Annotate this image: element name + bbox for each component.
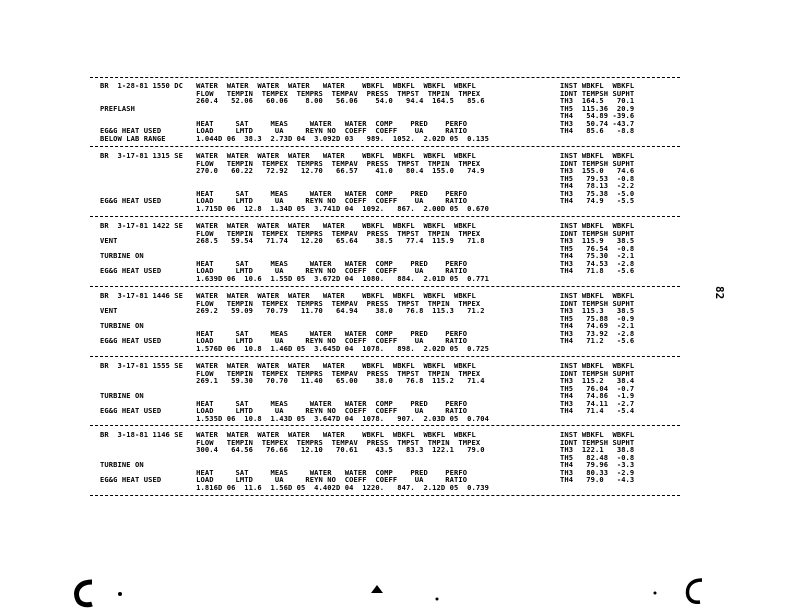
- record-line: TURBINE ON: [100, 321, 144, 330]
- side-line: INST WBKFL WBKFL: [560, 430, 635, 439]
- record-line: FLOW TEMPIN TEMPEX TEMPRS TEMPAV PRESS TMPST TMPIN TMPEX: [100, 298, 481, 308]
- side-line: TH5 79.53 -0.8: [560, 173, 635, 183]
- separator-line: [90, 216, 680, 217]
- record-line: FLOW TEMPIN TEMPEX TEMPRS TEMPAV PRESS TMPST TMPIN TMPEX: [100, 437, 481, 447]
- side-line: INST WBKFL WBKFL: [560, 221, 635, 230]
- side-line: IDNT TEMPSH SUPHT: [560, 88, 635, 98]
- record-line: HEAT SAT MEAS WATER WATER COMP PRED PERFO: [100, 118, 468, 128]
- side-line: TH4 71.4 -5.4: [560, 406, 635, 415]
- record-line: VENT 269.2 59.09 70.79 11.70 64.94 38.0 76.8 115.3 71.2: [100, 306, 485, 315]
- binder-hole-mark-left: [70, 578, 100, 608]
- side-line: TH4 75.30 -2.1: [560, 251, 635, 260]
- speck-mark: [116, 590, 124, 598]
- side-line: TH4 74.9 -5.5: [560, 196, 635, 205]
- side-line: TH4 79.0 -4.3: [560, 475, 635, 484]
- side-line: TH3 80.33 -2.9: [560, 467, 635, 477]
- side-line: TH5 76.54 -0.8: [560, 243, 635, 253]
- record-line: BR 3-17-81 1422 SE WATER WATER WATER WATER WATER WBKFL WBKFL WBKFL WBKFL: [100, 221, 476, 230]
- record-line: BR 1-28-81 1550 DC WATER WATER WATER WATER WATER WBKFL WBKFL WBKFL WBKFL: [100, 81, 476, 90]
- side-line: TH4 71.8 -5.6: [560, 266, 635, 275]
- record-line: VENT 268.5 59.54 71.74 12.20 65.64 38.5 77.4 115.9 71.8: [100, 236, 485, 245]
- side-line: IDNT TEMPSH SUPHT: [560, 228, 635, 238]
- record-line: HEAT SAT MEAS WATER WATER COMP PRED PERFO: [100, 258, 468, 268]
- record-line: EG&G HEAT USED LOAD LMTD UA REYN NO COEFF COEFF UA RATIO: [100, 406, 468, 415]
- record-line: BR 3-18-81 1146 SE WATER WATER WATER WATER WATER WBKFL WBKFL WBKFL WBKFL: [100, 430, 476, 439]
- side-line: TH4 79.96 -3.3: [560, 460, 635, 469]
- side-line: INST WBKFL WBKFL: [560, 361, 635, 370]
- side-line: TH3 115.3 38.5: [560, 306, 635, 315]
- separator-line: [90, 77, 680, 78]
- side-line: TH3 73.92 -2.8: [560, 328, 635, 338]
- side-line: TH4 74.69 -2.1: [560, 321, 635, 330]
- record-line: EG&G HEAT USED LOAD LMTD UA REYN NO COEFF COEFF UA RATIO: [100, 336, 468, 345]
- record-line: TURBINE ON: [100, 251, 144, 260]
- record-line: 1.535D 06 10.8 1.43D 05 3.647D 04 1078. 907. 2.03D 05 0.704: [100, 413, 490, 423]
- record-line: BR 3-17-81 1315 SE WATER WATER WATER WATER WATER WBKFL WBKFL WBKFL WBKFL: [100, 151, 476, 160]
- record-line: 1.576D 06 10.8 1.46D 05 3.645D 04 1078. 898. 2.02D 05 0.725: [100, 343, 490, 353]
- record-line: HEAT SAT MEAS WATER WATER COMP PRED PERFO: [100, 328, 468, 338]
- side-line: IDNT TEMPSH SUPHT: [560, 368, 635, 378]
- record-line: FLOW TEMPIN TEMPEX TEMPRS TEMPAV PRESS TMPST TMPIN TMPEX: [100, 368, 481, 378]
- side-line: TH4 54.89 -39.6: [560, 111, 635, 120]
- side-line: TH3 115.2 38.4: [560, 376, 635, 385]
- record-line: 270.0 60.22 72.92 12.70 66.57 41.0 80.4 155.0 74.9: [100, 166, 485, 175]
- side-line: INST WBKFL WBKFL: [560, 291, 635, 300]
- side-line: TH3 155.0 74.6: [560, 166, 635, 175]
- side-line: TH3 74.53 -2.8: [560, 258, 635, 268]
- record-line: FLOW TEMPIN TEMPEX TEMPRS TEMPAV PRESS TMPST TMPIN TMPEX: [100, 228, 481, 238]
- side-line: TH5 75.88 -0.9: [560, 313, 635, 323]
- side-line: TH3 122.1 38.8: [560, 445, 635, 454]
- record-line: EG&G HEAT USED LOAD LMTD UA REYN NO COEFF COEFF UA RATIO: [100, 196, 468, 205]
- side-line: IDNT TEMPSH SUPHT: [560, 437, 635, 447]
- side-line: IDNT TEMPSH SUPHT: [560, 298, 635, 308]
- side-line: INST WBKFL WBKFL: [560, 81, 635, 90]
- record-line: 1.715D 06 12.8 1.34D 05 3.741D 04 1092. 867. 2.00D 05 0.670: [100, 203, 490, 213]
- side-line: TH5 115.36 20.9: [560, 103, 635, 113]
- side-line: TH4 78.13 -2.2: [560, 181, 635, 190]
- record-line: PREFLASH: [100, 103, 135, 113]
- side-line: TH3 50.74 -43.7: [560, 118, 635, 128]
- side-line: INST WBKFL WBKFL: [560, 151, 635, 160]
- separator-line: [90, 286, 680, 287]
- side-line: TH4 74.86 -1.9: [560, 391, 635, 400]
- record-line: 1.816D 06 11.6 1.56D 05 4.402D 04 1220. 847. 2.12D 05 0.739: [100, 482, 490, 492]
- record-line: BR 3-17-81 1446 SE WATER WATER WATER WATER WATER WBKFL WBKFL WBKFL WBKFL: [100, 291, 476, 300]
- separator-line: [90, 495, 680, 496]
- record-line: HEAT SAT MEAS WATER WATER COMP PRED PERFO: [100, 467, 468, 477]
- side-line: TH3 115.9 38.5: [560, 236, 635, 245]
- record-line: BELOW LAB RANGE 1.044D 06 38.3 2.73D 04 3.092D 03 989. 1052. 2.02D 05 0.135: [100, 133, 490, 143]
- record-line: 269.1 59.30 70.70 11.40 65.00 38.0 76.8 115.2 71.4: [100, 376, 485, 385]
- side-line: TH4 71.2 -5.6: [560, 336, 635, 345]
- speck-mark: [434, 596, 440, 602]
- side-line: IDNT TEMPSH SUPHT: [560, 158, 635, 168]
- separator-line: [90, 425, 680, 426]
- record-line: 1.639D 06 10.6 1.55D 05 3.672D 04 1080. 884. 2.01D 05 0.771: [100, 273, 490, 283]
- side-line: TH3 74.11 -2.7: [560, 398, 635, 408]
- record-line: FLOW TEMPIN TEMPEX TEMPRS TEMPAV PRESS TMPST TMPIN TMPEX: [100, 158, 481, 168]
- record-line: HEAT SAT MEAS WATER WATER COMP PRED PERFO: [100, 398, 468, 408]
- separator-line: [90, 356, 680, 357]
- record-line: HEAT SAT MEAS WATER WATER COMP PRED PERFO: [100, 188, 468, 198]
- side-line: TH4 85.6 -8.8: [560, 126, 635, 135]
- binder-hole-mark-right: [680, 576, 708, 606]
- record-line: 260.4 52.06 60.06 8.00 56.06 54.0 94.4 164.5 85.6: [100, 96, 485, 105]
- arrow-mark: [370, 583, 384, 597]
- speck-mark: [652, 590, 658, 596]
- side-line: TH5 76.04 -0.7: [560, 383, 635, 393]
- page-number: 82: [713, 286, 726, 300]
- record-line: TURBINE ON: [100, 391, 144, 400]
- record-line: 300.4 64.56 76.66 12.10 70.61 43.5 83.3 122.1 79.0: [100, 445, 485, 454]
- record-line: EG&G HEAT USED LOAD LMTD UA REYN NO COEFF COEFF UA RATIO: [100, 475, 468, 484]
- record-line: EG&G HEAT USED LOAD LMTD UA REYN NO COEFF COEFF UA RATIO: [100, 126, 468, 135]
- record-line: EG&G HEAT USED LOAD LMTD UA REYN NO COEFF COEFF UA RATIO: [100, 266, 468, 275]
- side-line: TH3 164.5 70.1: [560, 96, 635, 105]
- separator-line: [90, 146, 680, 147]
- record-line: FLOW TEMPIN TEMPEX TEMPRS TEMPAV PRESS TMPST TMPIN TMPEX: [100, 88, 481, 98]
- record-line: BR 3-17-81 1555 SE WATER WATER WATER WATER WATER WBKFL WBKFL WBKFL WBKFL: [100, 361, 476, 370]
- side-line: TH3 75.38 -5.0: [560, 188, 635, 198]
- record-line: TURBINE ON: [100, 460, 144, 469]
- side-line: TH5 82.48 -0.8: [560, 452, 635, 462]
